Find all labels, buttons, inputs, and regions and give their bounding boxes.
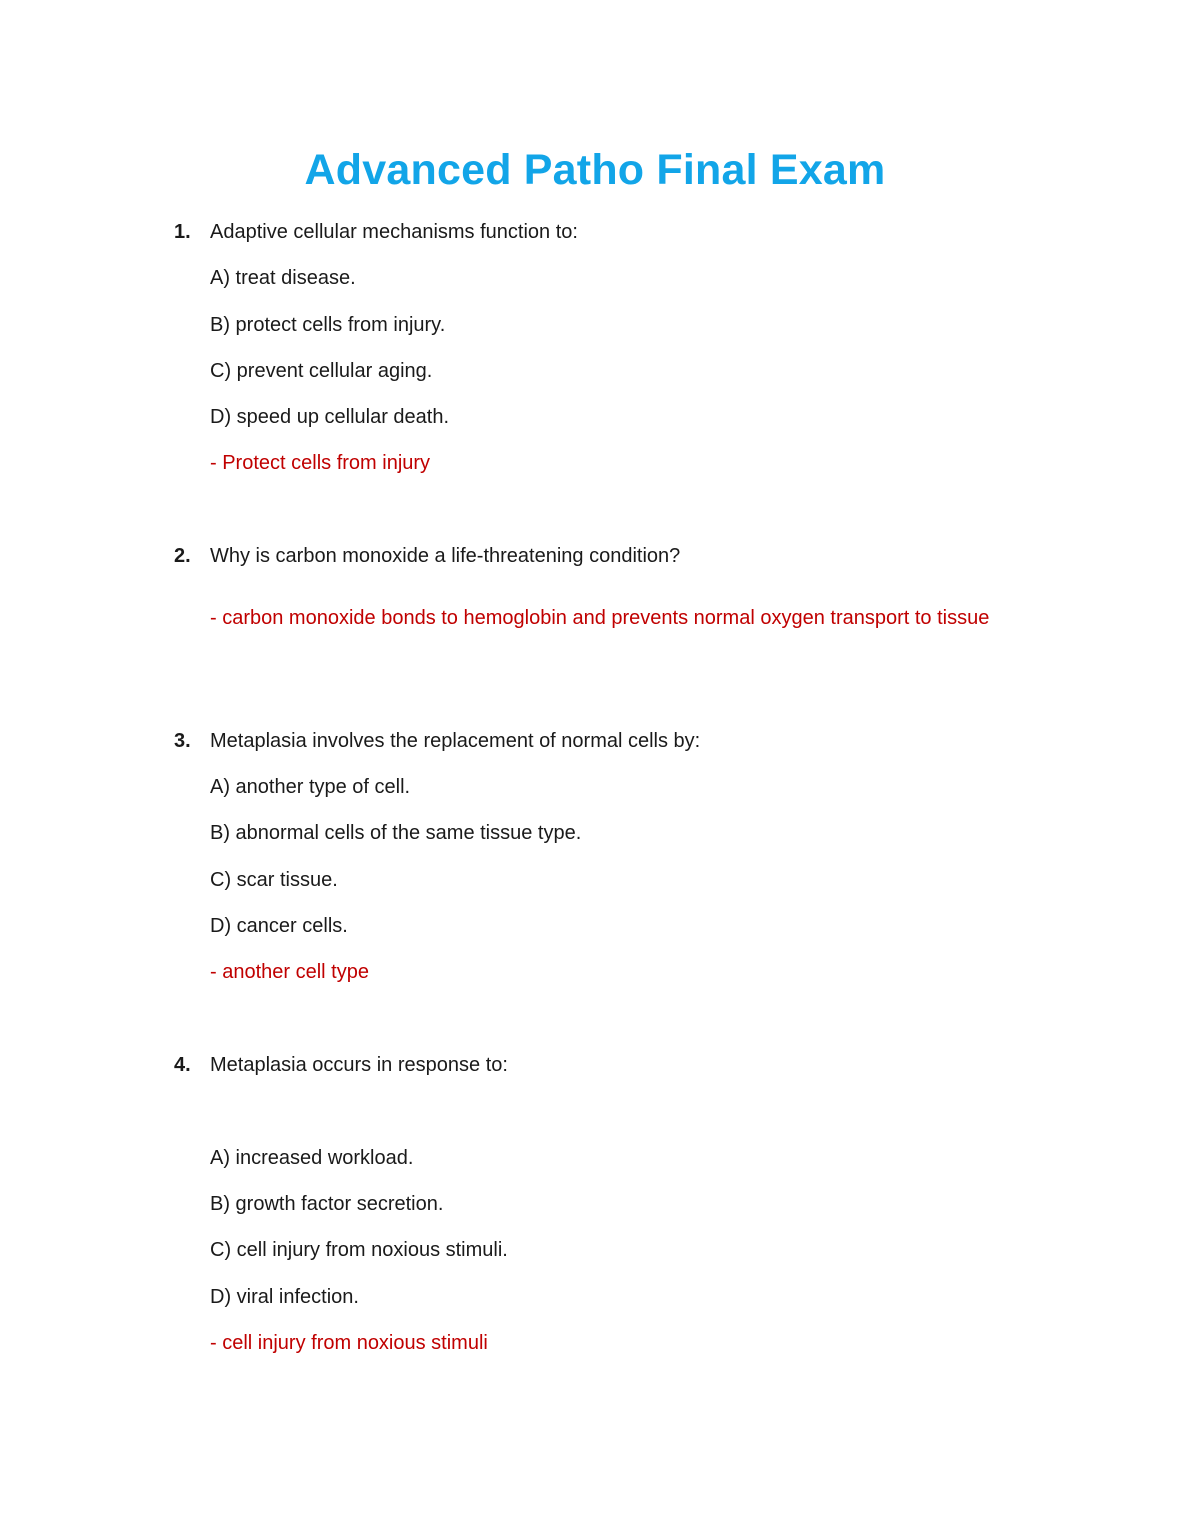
option-b: B) protect cells from injury.	[210, 314, 446, 336]
page-title: Advanced Patho Final Exam	[304, 146, 886, 194]
option-b: B) growth factor secretion.	[210, 1193, 444, 1215]
option-b: B) abnormal cells of the same tissue type.	[210, 822, 582, 844]
answer-text: - carbon monoxide bonds to hemoglobin and prevents normal oxygen transport to tissue	[210, 607, 990, 629]
answer-text: - cell injury from noxious stimuli	[210, 1332, 488, 1354]
question-prompt: Adaptive cellular mechanisms function to:	[210, 221, 578, 243]
question-number: 3.	[174, 730, 191, 752]
answer-text: - another cell type	[210, 961, 369, 983]
question-prompt: Why is carbon monoxide a life-threatening condition?	[210, 545, 681, 567]
option-c: C) scar tissue.	[210, 869, 338, 891]
option-c: C) prevent cellular aging.	[210, 360, 433, 382]
option-a: A) treat disease.	[210, 267, 356, 289]
option-d: D) viral infection.	[210, 1286, 359, 1308]
option-c: C) cell injury from noxious stimuli.	[210, 1239, 508, 1261]
option-a: A) another type of cell.	[210, 776, 411, 798]
question-number: 2.	[174, 545, 191, 567]
question-number: 1.	[174, 221, 191, 243]
option-d: D) cancer cells.	[210, 915, 348, 937]
question-prompt: Metaplasia occurs in response to:	[210, 1054, 508, 1076]
question-number: 4.	[174, 1054, 191, 1076]
option-d: D) speed up cellular death.	[210, 406, 450, 428]
option-a: A) increased workload.	[210, 1147, 414, 1169]
question-prompt: Metaplasia involves the replacement of normal cells by:	[210, 730, 701, 752]
answer-text: - Protect cells from injury	[210, 452, 431, 474]
